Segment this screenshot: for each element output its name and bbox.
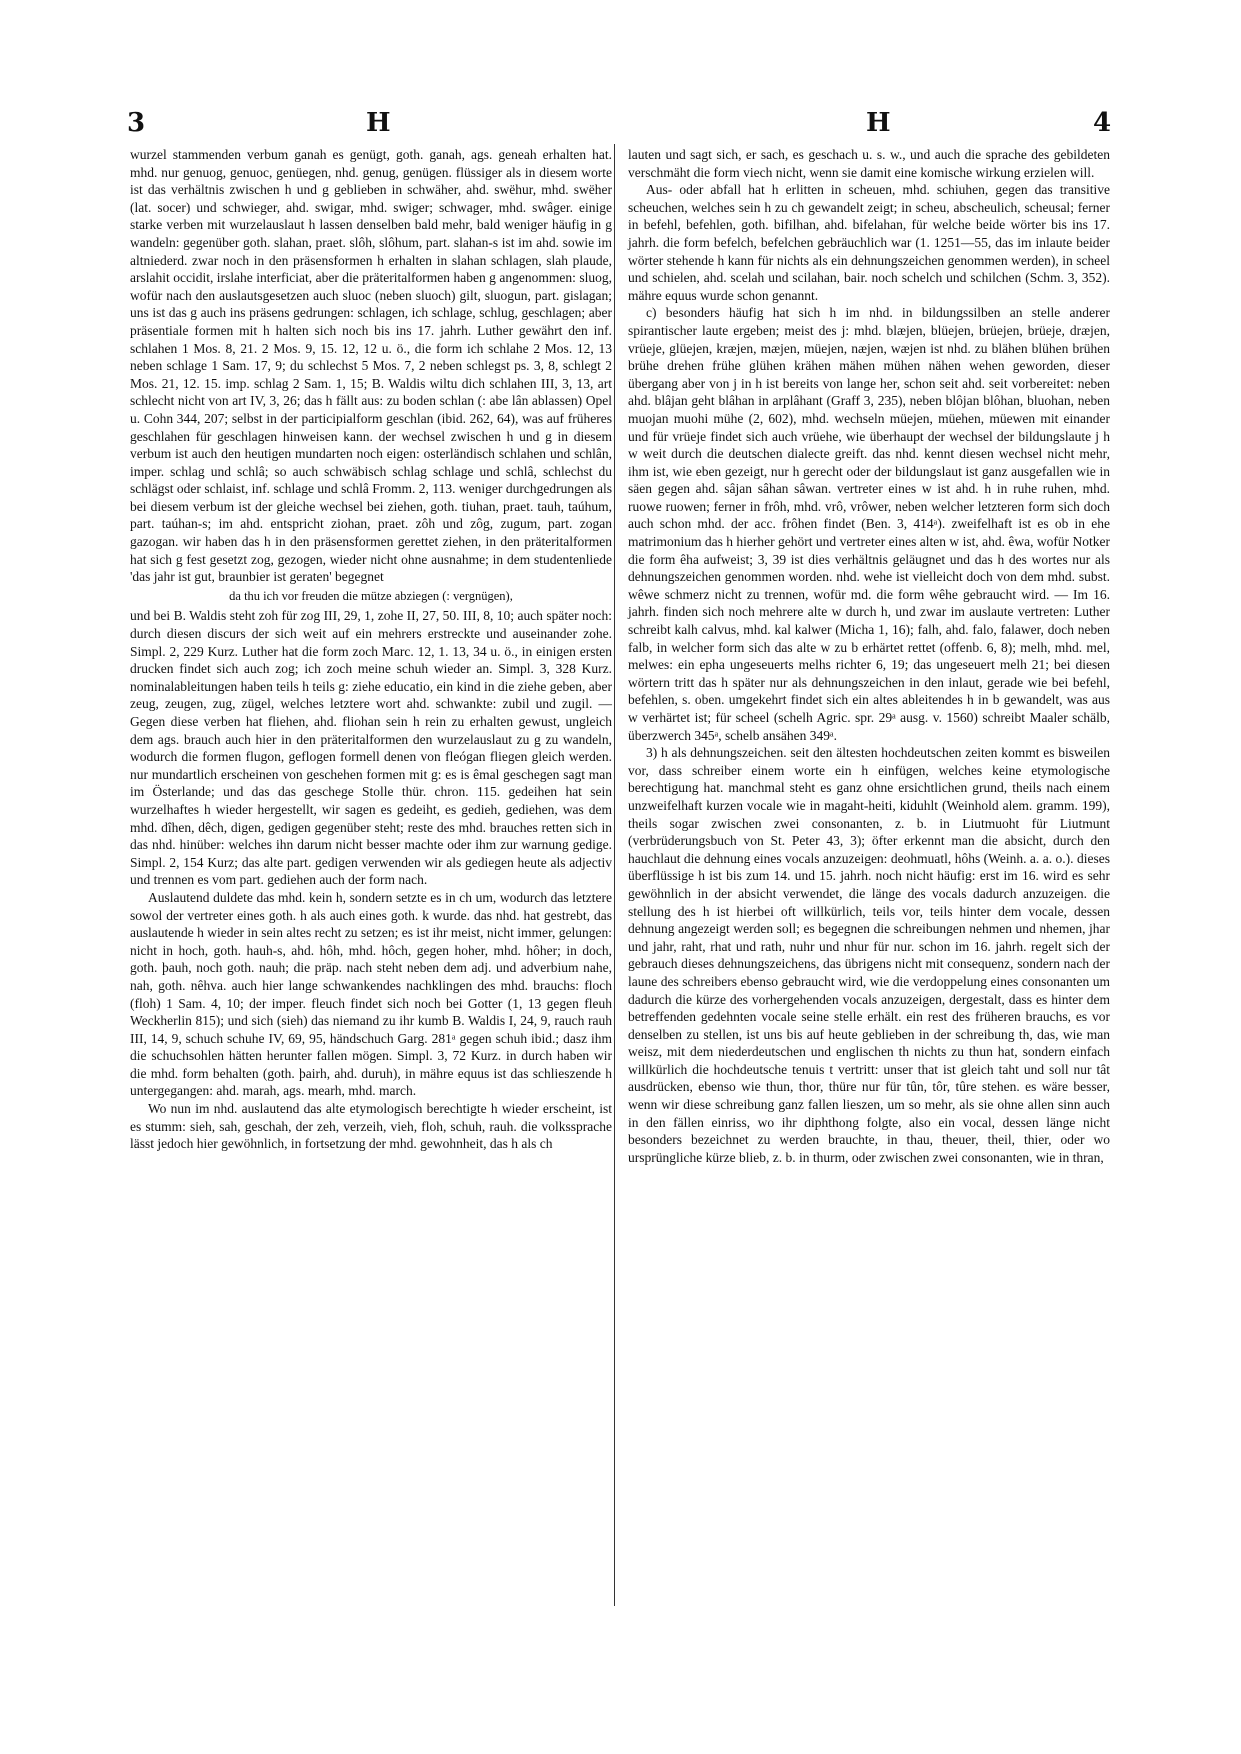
page-number-right: 4 bbox=[1093, 108, 1112, 138]
paragraph: Aus- oder abfall hat h erlitten in scheuen, mhd. schiuhen, gegen das transitive scheuchen, welches sein h zu ch gewandelt zeigt; in scheu, abscheulich, scheusal; ferner in befehl, befehlen, goth. bifilhan, ahd. bifelahan, für welche beide wörter bis ins 17. jahrh. die form befelch, befelchen gebräuchlich war (1. 1251—55, das im inlaute beider wörter stehende h kann für nichts als ein dehnungszeichen genommen werden), in scheel und schielen, ahd. scelah und scilahan, bair. noch schelch und schilchen (Schm. 3, 352). mähre equus wurde schon genannt. bbox=[628, 182, 1110, 303]
running-head-letter-right: H bbox=[866, 108, 891, 138]
paragraph: Wo nun im nhd. auslautend das alte etymologisch berechtigte h wieder erscheint, ist es stumm: sieh, sah, geschah, der zeh, verzeih, vieh, floh, schuh, rauh. die volkssprache lässt jedoch hier gewöhnlich, in fortsetzung der mhd. gewohnheit, das h als ch bbox=[130, 1101, 612, 1152]
paragraph: c) besonders häufig hat sich h im nhd. in bildungssilben an stelle anderer spirantischer laute ergeben; meist des j: mhd. blæjen, blüejen, brüejen, brüeje, dræjen, vrüeje, glüejen, kræjen, mæjen, müejen, næjen, wæjen ist nhd. zu blähen blühen brühen brühe drehen frühe glühen krähen mähen mühen nähen wehen geworden, dieser übergang aber von j in h ist bereits von lange her, schon seit ahd. seit vorbereitet: neben ahd. blâjan geht blâhan in arplâhant (Graff 3, 235), neben blôjan blôhan, bluohan, neben muojan muohi mühe (2, 602), mhd. wechseln müejen, müehen, müewen mit einander und für vrüeje findet sich auch vrüehe, wie überhaupt der wechsel der bildungslaute j h w weit durch die deutschen dialecte greift. das nhd. kennt diesen wechsel nicht mehr, ihm ist, wie eben gezeigt, nur h gerecht oder der bildungslaut ist ganz ausgefallen wie in säen gegen ahd. sâjan sâhan sâwan. vertreter eines w ist ahd. h in ruhe ruhen, mhd. ruowe ruowen; ferner in frôh, mhd. vrô, vrôwer, neben welcher letzteren form sich doch auch schon mhd. der acc. frôhen findet (Ben. 3, 414ᵃ). zweifelhaft ist es ob in ehe matrimonium das h hierher gehört und vertreter eines alten w ist, ahd. êwa, wofür Notker die form êha aufweist; 3, 39 ist dies verhältnis geläugnet und das h des wortes nur als dehnungszeichen genommen worden. nhd. wehe ist vielleicht doch von dem mhd. subst. wêwe schmerz nicht zu trennen, wofür md. die form wêhe gebraucht wird. — Im 16. jahrh. finden sich noch mehrere alte w durch h, und zwar im auslaute vertreten: Luther schreibt kalh calvus, mhd. kal kalwer (Micha 1, 16); falh, ahd. falo, falawer, doch neben falb, in welcher form sich das alte w zu b erhärtet rettet (offenb. 6, 8); melh, mhd. mel, melwes: ein epha ungeseuerts melhs richter 6, 19; das ungeseuert melh 21; bei diesen wörtern tritt das h später nur als dehnungszeichen in den inlaut, gerade wie bei befehl, befehlen, s. oben. umgekehrt findet sich ein altes ableitendes h in b gewandelt, was aus w verhärtet ist; für scheel (schelh Agric. spr. 29ᵃ ausg. v. 1560) schreibt Maaler schälb, überzwerch 345ᵃ, schelb ansähen 349ᵃ. bbox=[628, 305, 1110, 743]
paragraph: Auslautend duldete das mhd. kein h, sondern setzte es in ch um, wodurch das letztere sowol der vertreter eines goth. h als auch eines goth. k wurde. das nhd. hat gestrebt, das auslautende h wieder in sein altes recht zu setzen; es ist ihr meist, nicht immer, gelungen: nicht in hoch, goth. hauh-s, ahd. hôh, mhd. hôch, gegen hoher, mhd. hôher; in doch, goth. þauh, noch goth. nauh; die präp. nach steht neben dem adj. und adverbium nahe, nah, goth. nêhva. auch hier lange schwankendes nachklingen des mhd. brauchs: floch (floh) 1 Sam. 4, 10; der imper. fleuch findet sich noch bei Gotter (1, 13 gegen fleuh Weckherlin 815); und sich (sieh) das niemand zu ihr kumb B. Waldis I, 24, 9, rauch rauh III, 14, 9, schuch schuhe IV, 69, 95, händschuch Garg. 281ᵃ gegen schuh ibid.; dasz ihm die schuchsohlen hätten herunter fallen mögen. Simpl. 3, 72 Kurz. in durch haben wir die mhd. form behalten (goth. þairh, ahd. duruh), in mähre equus ist das schlieszende h untergegangen: ahd. marah, ags. mearh, mhd. march. bbox=[130, 889, 612, 1099]
paragraph: lauten und sagt sich, er sach, es geschach u. s. w., und auch die sprache des gebildeten verschmäht die form viech nicht, wenn sie damit eine komische wirkung erzielen will. bbox=[628, 147, 1110, 180]
column-divider bbox=[614, 144, 615, 1606]
page-number-left: 3 bbox=[127, 108, 146, 138]
paragraph: und bei B. Waldis steht zoh für zog III, 29, 1, zohe II, 27, 50. III, 8, 10; auch später noch: durch diesen discurs der sich weit auf ein mehrers erstreckte und auseinander zohe. Simpl. 2, 229 Kurz. Luther hat die form zoch Marc. 12, 1. 13, 34 u. ö., in einigen ersten drucken findet sich auch zog; ich zoch meine schuh wieder an. Simpl. 3, 328 Kurz. nominalableitungen haben teils h teils g: ziehe educatio, ein kind in die ziehe geben, aber zeug, zeugen, zug, zügel, welches letztere wort ahd. schwankte: zubil und zugil. — Gegen diese verben hat fliehen, ahd. fliohan sein h rein zu erhalten gewust, ungleich dem ags. brauch auch hier in den präteritalformen den wurzelauslaut zu g zu wandeln, wodurch die formen flugon, geflogen formell denen von fleógan fliegen gleich werden. nur mundartlich erscheinen von geschehen formen mit g: es is êmal geschegen sagt man im Österlande; und das das geschege Stolle thür. chron. 115. gedeihen hat sein wurzelhaftes h wieder hergestellt, wir sagen es gedeiht, es gedieh, gediehen, was dem mhd. dîhen, dêch, digen, gedigen gegenüber steht; reste des mhd. brauches retten sich in das nhd. hinüber: welches ihn darum nicht besser machte oder ihm zur warnung gedige. Simpl. 2, 154 Kurz; das alte part. gedigen verwenden wir als gediegen heute als adjectiv und trennen es vom part. gediehen auch der form nach. bbox=[130, 608, 612, 888]
verse-quotation: da thu ich vor freuden die mütze abziegen (: vergnügen), bbox=[229, 588, 513, 603]
paragraph: 3) h als dehnungszeichen. seit den ältesten hochdeutschen zeiten kommt es bisweilen vor, dass schreiber einem worte ein h einfügen, welches keine etymologische berechtigung hat. manchmal steht es ganz ohne ersichtlichen grund, theils nach einem unzweifelhaft kurzen vocale wie in magaht-heiti, kiduhlt (Weinhold alem. gramm. 199), theils sogar zwischen zwei consonanten, z. b. in Liutmuoht für Liutmunt (verbrüderungsbuch von St. Peter 43, 3); öfter erkennt man die absicht, durch den hauchlaut die dehnung eines vocals anzuzeigen: deohmuatl, hôhs (Weinh. a. a. o.). dieses überflüssige h ist bis zum 14. und 15. jahrh. noch nicht häufig: erst im 16. wird es sehr gewöhnlich in der absicht verwendet, die länge des vocals dadurch anzuzeigen. die stellung des h ist hierbei oft willkürlich, teils vor, teils hinter dem vocale, dessen dehnung angezeigt werden soll; es begegnen die schreibungen nehmen und nhemen, jhar und jahr, raht, rhat und rath, nuhr und nhur für nur. schon im 16. jahrh. regelt sich der gebrauch dieses dehnungszeichens, das übrigens nicht mit consequenz, sondern nach der laune des schreibers ebenso gebraucht wird, wie die verdoppelung eines consonanten um dadurch die kürze des vorhergehenden vocals anzuzeigen, dergestalt, dass es hinter dem betreffenden gedehnten vocale seine stelle erhält. ein rest des früheren brauchs, es vor denselben zu stellen, ist uns bis auf heute geblieben in der schreibung th, das, wie man weisz, mit dem niederdeutschen und englischen th nichts zu thun hat, sondern einfach willkürlich die hochdeutsche tenuis t vertritt: unser that ist gleich taht und soll nur tât ausdrücken, ebenso wie thun, thor, thüre nur für tûn, tôr, tûre stehen. es wäre besser, wenn wir diese schreibung ganz fallen lieszen, um so mehr, als sie ohne allen sinn auch in den fällen einriss, wo ihr diphthong folgte, also ein vocal, dessen länge nicht besonders bezeichnet zu werden brauchte, in thau, theuer, theil, thier, oder wo ursprüngliche kürze blieb, z. b. in thurm, oder zwischen zwei consonanten, wie in thran, bbox=[628, 745, 1110, 1165]
paragraph: wurzel stammenden verbum ganah es genügt, goth. ganah, ags. geneah erhalten hat. mhd. nur genuog, genuoc, genüegen, nhd. genug, genügen. flüssiger als in diesem worte ist das verhältnis zwischen h und g geblieben in schwäher, ahd. swëhur, mhd. swëher (lat. socer) und schwieger, ahd. swigar, mhd. swiger; schwager, mhd. swâger. einige starke verben mit wurzelauslaut h lassen denselben bald mehr, bald weniger häufig in g wandeln: gegenüber goth. slahan, praet. slôh, slôhum, part. slahan-s ist im ahd. sowie im altniederd. zwar noch in den präsensformen h erhalten in slahan schlagen, slah plaude, arslahit occidit, irslahe interficiat, aber die präteritalformen haben g angenommen: sluog, wofür nach den auslautsgesetzen auch sluoc (neben sluoch) gilt, sluogun, part. gislagan; uns ist das g auch ins präsens gedrungen: schlagen, ich schlage, schlug, geschlagen; aber präsentiale formen mit h halten sich noch bis ins 17. jahrh. Luther gewährt den inf. schlahen 1 Mos. 8, 21. 2 Mos. 9, 15. 12, 12 u. ö., die form ich schlahe 2 Mos. 12, 13 neben schlage 1 Sam. 17, 9; du schlechst 5 Mos. 7, 2 neben schlegst ps. 3, 8, schlegt 2 Mos. 21, 12. 15. imp. schlag 2 Sam. 1, 15; B. Waldis wiltu dich schlahen III, 3, 13, art schlecht nicht von art IV, 3, 26; das h fällt aus: zu boden schlan (: abe lân ablassen) Opel u. Cohn 344, 207; selbst in der participialform geschlan (ibid. 262, 64), was auf früheres geschlahen für geschlagen hinweisen kann. der wechsel zwischen h und g in diesem verbum ist auch den heutigen mundarten noch eigen: osterländisch schlahen und schlân, imper. schlag und schlâ; so auch schwäbisch schlag schlage und schlâ, schlechst du schlägst oder schlaist, inf. schlage und schlâ Fromm. 2, 113. weniger durchgedrungen als bei diesem verbum ist der gleiche wechsel bei ziehen, goth. tiuhan, praet. tauh, taúhum, part. taúhan-s; im ahd. entspricht ziohan, praet. zôh und zôg, zugum, part. zogan gazogan. wir haben das h in den präsensformen gerettet ziehen, in den präteritalformen hat sich g fest gesetzt zog, gezogen, wieder nicht ohne ausnahme; in dem studentenliede 'das jahr ist gut, braunbier ist geraten' begegnet bbox=[130, 147, 612, 585]
left-column bbox=[130, 146, 612, 1153]
right-column bbox=[628, 146, 1110, 1166]
running-head-letter-left: H bbox=[366, 108, 391, 138]
